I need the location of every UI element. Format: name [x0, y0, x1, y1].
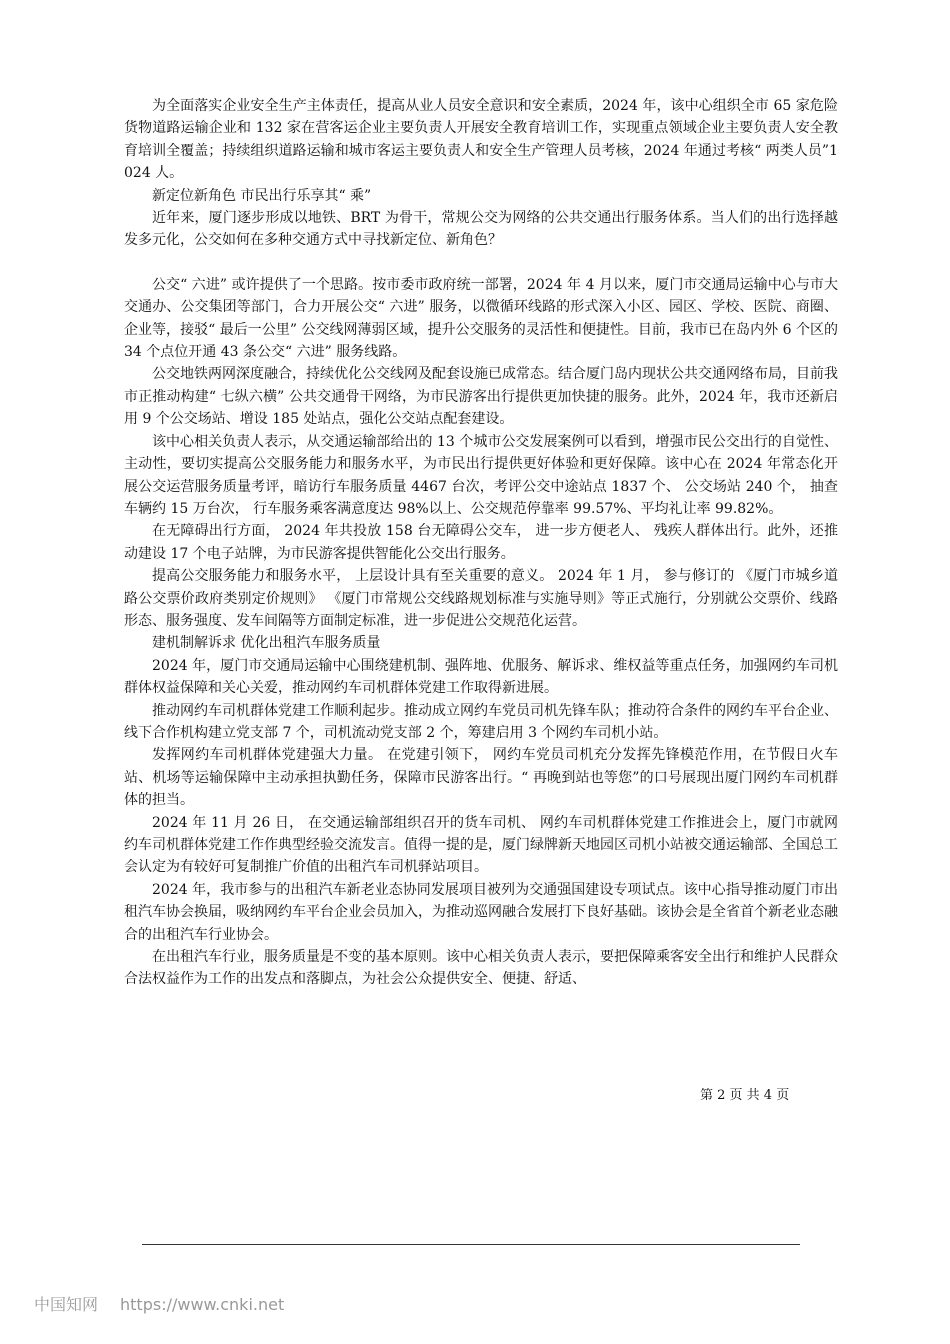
- paragraph: 在无障碍出行方面， 2024 年共投放 158 台无障碍公交车， 进一步方便老人、 残疾人群体出行。此外，还推动建设 17 个电子站牌，为市民游客提供智能化公交出行服务。: [124, 523, 838, 562]
- article-body: [124, 95, 838, 991]
- paragraph: 该中心相关负责人表示，从交通运输部给出的 13 个城市公交发展案例可以看到，增强市民公交出行的自觉性、主动性，要切实提高公交服务能力和服务水平，为市民出行提供更好体验和更好保障。该中心在 2024 年常态化开展公交运营服务质量考评，暗访行车服务质量 4467 台次，考评公交中途站点 1837 个、 公交场站 240 个， 抽查车辆约 15 万台次， 行车服务乘客满意度达 98%以上、公交规范停靠率 99.57%、平均礼让率 99.82%。: [124, 433, 838, 517]
- paragraph: 提高公交服务能力和服务水平， 上层设计具有至关重要的意义。 2024 年 1 月， 参与修订的 《厦门市城乡道路公交票价政府类别定价规则》 《厦门市常规公交线路规划标准与实施导则》等正式施行，分别就公交票价、线路形态、服务强度、发车间隔等方面制定标准，进一步促进公交规范化运营。: [124, 568, 838, 629]
- paragraph: 2024 年，我市参与的出租汽车新老业态协同发展项目被列为交通强国建设专项试点。该中心指导推动厦门市出租汽车协会换届，吸纳网约车平台企业会员加入，为推动巡网融合发展打下良好基础。该协会是全省首个新老业态融合的出租汽车行业协会。: [124, 881, 838, 943]
- paragraph: 近年来，厦门逐步形成以地铁、BRT 为骨干，常规公交为网络的公共交通出行服务体系。当人们的出行选择越发多元化，公交如何在多种交通方式中寻找新定位、新角色？: [124, 210, 838, 249]
- paragraph: 2024 年，厦门市交通局运输中心围绕建机制、强阵地、优服务、解诉求、维权益等重点任务，加强网约车司机群体权益保障和关心关爱，推动网约车司机群体党建工作取得新进展。: [124, 657, 838, 697]
- watermark-url[interactable]: https://www.cnki.net: [120, 1295, 285, 1314]
- paragraph: 公交“ 六进” 或许提供了一个思路。按市委市政府统一部署，2024 年 4 月以来，厦门市交通局运输中心与市大交通办、公交集团等部门，合力开展公交“ 六进” 服务，以微循环线路的形式深入小区、园区、学校、医院、商圈、企业等，接驳“ 最后一公里” 公交线网薄弱区域，提升公交服务的灵活性和便捷性。目前，我市已在岛内外 6 个区的 34 个点位开通 43 条公交“ 六进” 服务线路。: [124, 276, 838, 361]
- section-heading: 新定位新角色 市民出行乐享其“ 乘”: [152, 187, 372, 204]
- paragraph: 为全面落实企业安全生产主体责任，提高从业人员安全意识和安全素质，2024 年，该中心组织全市 65 家危险货物道路运输企业和 132 家在营客运企业主要负责人开展安全教育培训工作，实现重点领域企业主要负责人安全教育培训全覆盖；持续组织道路运输和城市客运主要负责人和安全生产管理人员考核，2024 年通过考核“ 两类人员”1024 人。: [124, 98, 838, 182]
- paragraph: 公交地铁两网深度融合，持续优化公交线网及配套设施已成常态。结合厦门岛内现状公共交通网络布局，目前我市正推动构建“ 七纵六横” 公共交通骨干网络，为市民游客出行提供更加快捷的服务。此外，2024 年，我市还新启用 9 个公交场站、增设 185 处站点，强化公交站点配套建设。: [124, 366, 838, 428]
- watermark: [34, 1294, 284, 1316]
- paragraph: 推动网约车司机群体党建工作顺利起步。推动成立网约车党员司机先锋车队；推动符合条件的网约车平台企业、线下合作机构建立党支部 7 个，司机流动党支部 2 个，筹建启用 3 个网约车司机小站。: [124, 702, 838, 741]
- paragraph: 发挥网约车司机群体党建强大力量。 在党建引领下， 网约车党员司机充分发挥先锋模范作用，在节假日火车站、机场等运输保障中主动承担执勤任务，保障市民游客出行。“ 再晚到站也等您”的口号展现出厦门网约车司机群体的担当。: [124, 747, 838, 809]
- paragraph: 在出租汽车行业，服务质量是不变的基本原则。该中心相关负责人表示，要把保障乘客安全出行和维护人民群众合法权益作为工作的出发点和落脚点，为社会公众提供安全、便捷、舒适、: [124, 949, 838, 988]
- section-heading: 建机制解诉求 优化出租汽车服务质量: [152, 635, 381, 652]
- page-number: 第 2 页 共 4 页: [700, 1088, 790, 1103]
- footer-divider: [142, 1244, 800, 1245]
- watermark-brand: 中国知网: [34, 1295, 99, 1314]
- paragraph: 2024 年 11 月 26 日， 在交通运输部组织召开的货车司机、 网约车司机群体党建工作推进会上，厦门市就网约车司机群体党建工作作典型经验交流发言。值得一提的是，厦门绿牌新天地园区司机小站被交通运输部、全国总工会认定为有较好可复制推广价值的出租汽车司机驿站项目。: [124, 814, 838, 876]
